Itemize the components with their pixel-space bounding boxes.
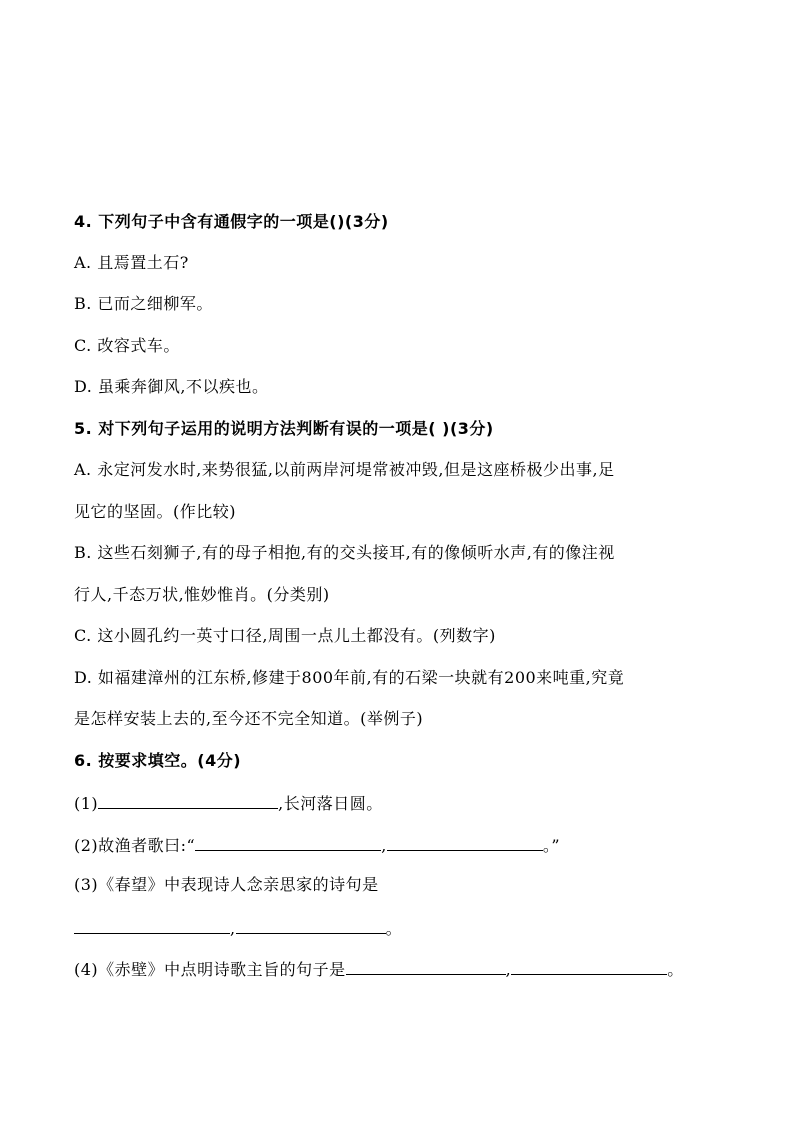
question-5-option-b-line2: 行人,千态万状,惟妙惟肖。(分类别) — [74, 585, 330, 604]
question-6-item-4 — [74, 958, 684, 980]
item-1-suffix: ,长河落日圆。 — [278, 794, 383, 813]
item-1-prefix: (1) — [74, 794, 99, 813]
question-6-item-2 — [74, 834, 560, 856]
question-4-option-b: B. 已而之细柳军。 — [74, 294, 213, 313]
question-5-title: 5. 对下列句子运用的说明方法判断有误的一项是( )(3分) — [74, 419, 494, 438]
question-4-option-a: A. 且焉置土石? — [74, 253, 189, 272]
item-4-blank-1[interactable] — [346, 958, 506, 975]
question-4-option-d: D. 虽乘奔御风,不以疾也。 — [74, 377, 269, 396]
question-5-option-d-line2: 是怎样安装上去的,至今还不完全知道。(举例子) — [74, 709, 424, 728]
item-3-separator: , — [230, 919, 236, 938]
question-4-title: 4. 下列句子中含有通假字的一项是()(3分) — [74, 212, 389, 231]
question-6-item-3-line1: (3)《春望》中表现诗人念亲思家的诗句是 — [74, 875, 379, 894]
question-6-item-3-line2 — [74, 917, 402, 939]
question-5-option-d-line1: D. 如福建漳州的江东桥,修建于800年前,有的石梁一块就有200来吨重,究竟 — [74, 668, 625, 687]
question-5-option-a-line1: A. 永定河发水时,来势很猛,以前两岸河堤常被冲毁,但是这座桥极少出事,足 — [74, 460, 615, 479]
item-4-blank-2[interactable] — [511, 958, 667, 975]
item-1-blank[interactable] — [98, 792, 278, 809]
question-5-option-a-line2: 见它的坚固。(作比较) — [74, 502, 236, 521]
item-2-separator: , — [381, 836, 387, 855]
item-2-suffix: 。” — [542, 836, 561, 855]
item-3-blank-2[interactable] — [236, 917, 386, 934]
item-4-suffix: 。 — [667, 960, 684, 979]
item-2-blank-2[interactable] — [387, 834, 543, 851]
item-2-blank-1[interactable] — [195, 834, 381, 851]
question-6-title: 6. 按要求填空。(4分) — [74, 751, 242, 770]
item-3-blank-1[interactable] — [74, 917, 230, 934]
item-4-prefix: (4)《赤壁》中点明诗歌主旨的句子是 — [74, 960, 346, 979]
question-4-option-c: C. 改容式车。 — [74, 336, 180, 355]
item-2-prefix: (2)故渔者歌曰:“ — [74, 836, 196, 855]
item-3-suffix: 。 — [385, 919, 403, 938]
question-5-option-b-line1: B. 这些石刻狮子,有的母子相抱,有的交头接耳,有的像倾听水声,有的像注视 — [74, 543, 615, 562]
question-5-option-c: C. 这小圆孔约一英寸口径,周围一点儿土都没有。(列数字) — [74, 626, 496, 645]
question-6-item-1 — [74, 792, 383, 814]
item-4-separator: , — [505, 960, 512, 979]
